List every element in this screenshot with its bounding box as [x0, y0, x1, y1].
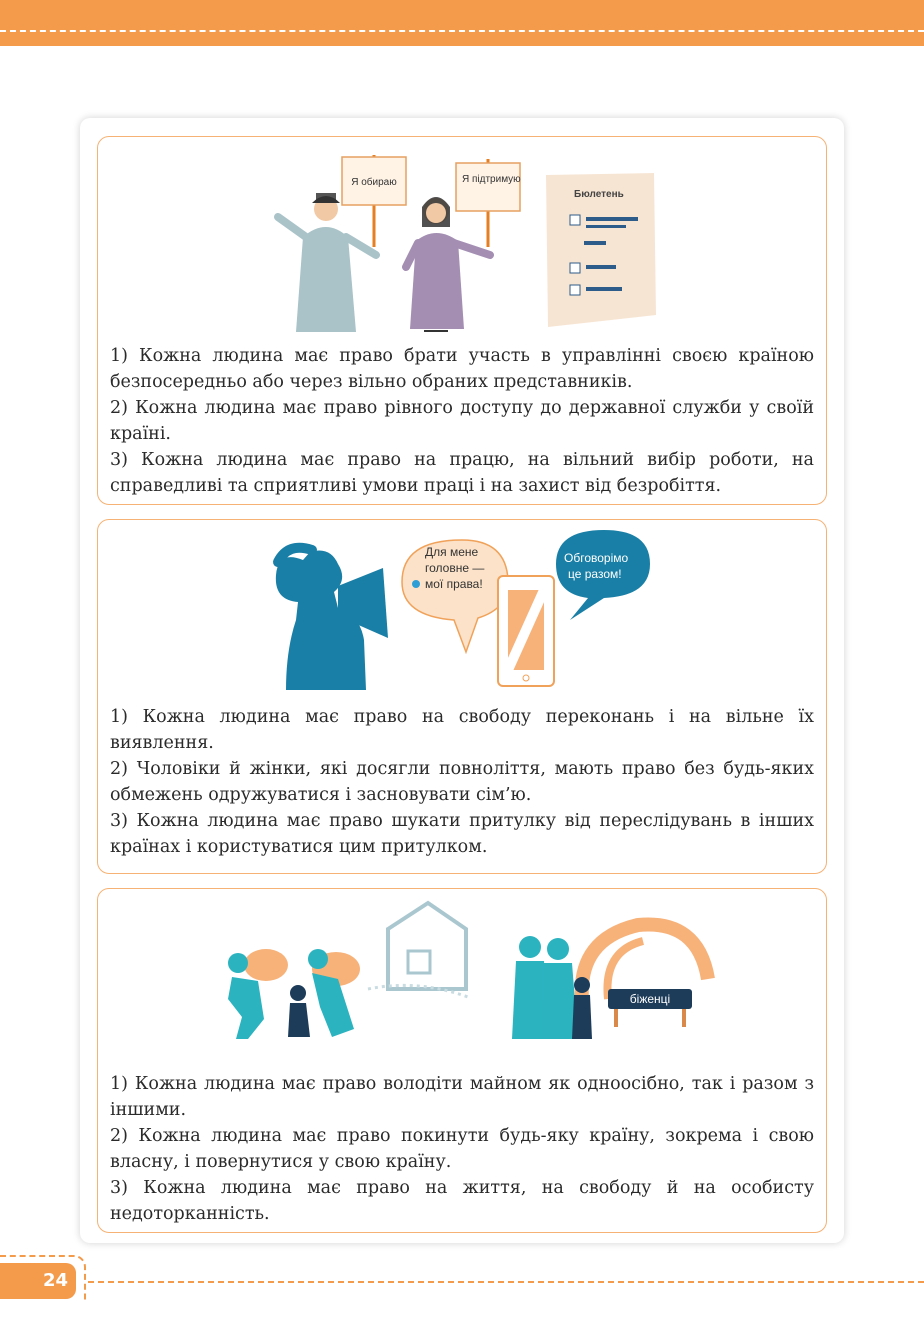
- section-2-text: [110, 704, 814, 860]
- ballot-title: Бюлетень: [574, 189, 624, 200]
- sign-choose: Я обираю: [351, 177, 397, 188]
- section-expression: [97, 519, 827, 874]
- section-2-item-2: 2) Чоловіки й жінки, які досягли повноліття, мають право без будь-яких обмежень одружуватися і засновувати сім’ю.: [110, 759, 814, 805]
- section-1-item-2: 2) Кожна людина має право рівного доступу до державної служби у своїй країні.: [110, 398, 814, 444]
- section-3-item-1: 1) Кожна людина має право володіти майном як одноосібно, так і разом з іншими.: [110, 1074, 814, 1120]
- section-2-item-1: 1) Кожна людина має право на свободу переконань і на вільне їх виявлення.: [110, 707, 814, 753]
- section-2-item-3: 3) Кожна людина має право шукати притулку від переслідувань в інших країнах і користуватися цим притулком.: [110, 811, 814, 857]
- suffragettes-illustration: [98, 137, 826, 337]
- top-banner: [0, 0, 924, 46]
- megaphone-illustration: [98, 520, 826, 700]
- footer-dashed-line: [88, 1281, 924, 1283]
- refugees-sign: біженці: [629, 992, 671, 1006]
- bird-icon: [412, 580, 420, 588]
- bubble-2-line-1: Обговорімо: [564, 551, 629, 565]
- bubble-2-line-2: це разом!: [568, 567, 622, 581]
- section-1-item-3: 3) Кожна людина має право на працю, на вільний вибір роботи, на справедливі та сприятливі умови праці і на захист від безробіття.: [110, 450, 814, 496]
- bubble-1-line-3: мої права!: [425, 577, 483, 591]
- section-1-item-1: 1) Кожна людина має право брати участь в управлінні своєю країною безпосередньо або через вільно обраних представників.: [110, 346, 814, 392]
- bubble-1-line-2: головне —: [425, 561, 485, 575]
- section-property: [97, 888, 827, 1233]
- section-3-item-3: 3) Кожна людина має право на життя, на свободу й на особисту недоторканність.: [110, 1178, 814, 1224]
- refugees-illustration: [98, 889, 826, 1059]
- section-3-item-2: 2) Кожна людина має право покинути будь-яку країну, зокрема і свою власну, і повернутися у свою країну.: [110, 1126, 814, 1172]
- section-3-text: [110, 1071, 814, 1227]
- sign-support: Я підтримую: [462, 174, 521, 185]
- section-elections: [97, 136, 827, 505]
- bubble-1-line-1: Для мене: [425, 545, 479, 559]
- section-1-text: [110, 343, 814, 499]
- page-number: 24: [0, 1263, 76, 1299]
